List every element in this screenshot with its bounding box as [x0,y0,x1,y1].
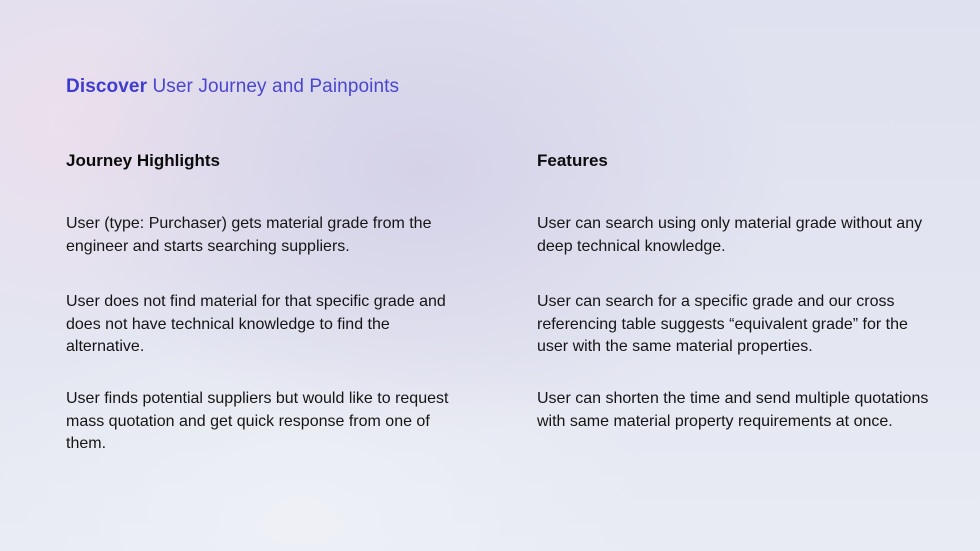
page-title-strong: Discover [66,76,148,97]
journey-highlights-heading: Journey Highlights [66,151,220,170]
journey-item: User (type: Purchaser) gets material grade from the engineer and starts searching suppliers. [66,215,432,255]
page-title-rest: User Journey and Painpoints [147,76,400,97]
journey-highlights-column [66,150,466,452]
features-heading: Features [537,151,608,170]
feature-item: User can search using only material grade without any deep technical knowledge. [537,215,923,255]
feature-item: User can shorten the time and send multiple quotations with same material property requirements at once. [537,390,929,430]
journey-item: User does not find material for that specific grade and does not have technical knowledge to find the alternative. [66,293,446,355]
feature-item: User can search for a specific grade and our cross referencing table suggests “equivalent grade” for the user with the same material properties. [537,293,908,355]
features-column [537,150,937,430]
page-title [66,76,399,98]
journey-item: User finds potential suppliers but would like to request mass quotation and get quick response from one of them. [66,390,449,452]
